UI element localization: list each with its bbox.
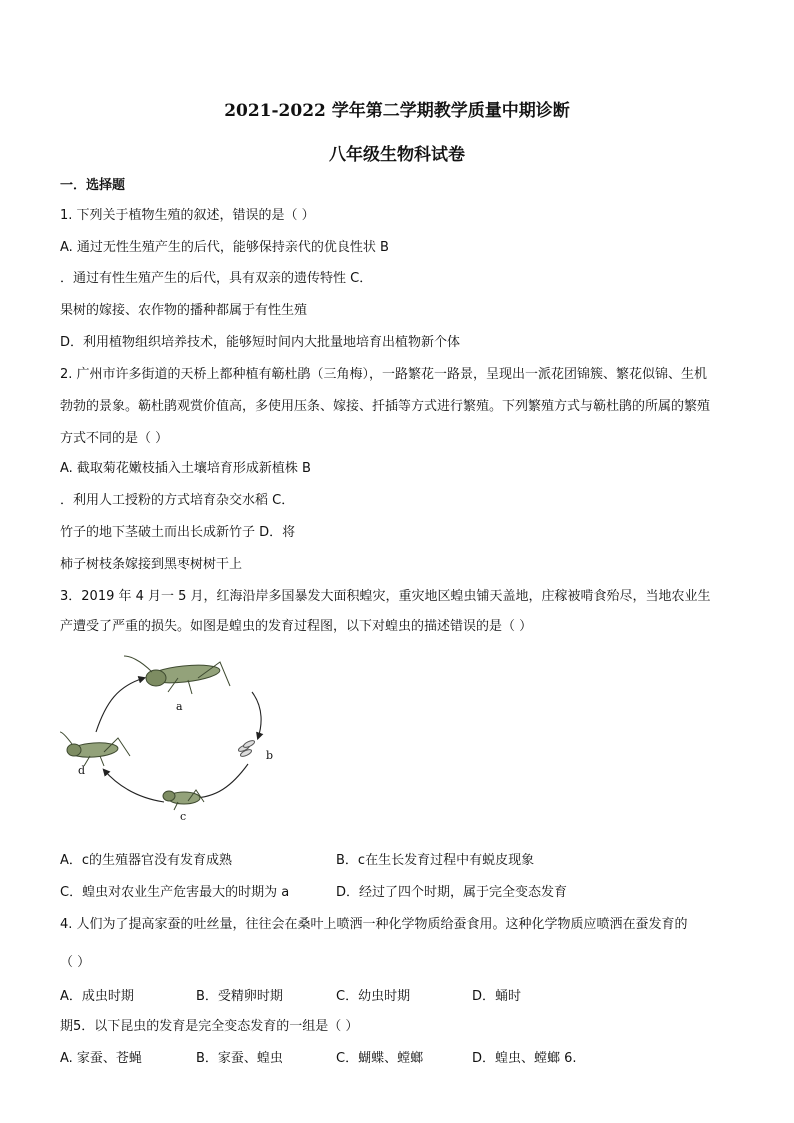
q5-stem: 期5．以下昆虫的发育是完全变态发育的一组是（ ） [60,1019,359,1034]
q5-option-b: B．家蚕、蝗虫 [196,1051,283,1066]
adult-locust-icon [124,656,230,694]
q3-option-b: B．c在生长发育过程中有蜕皮现象 [336,853,535,868]
cycle-arrow-b-to-c [192,764,248,798]
late-nymph-locust-icon [60,732,130,766]
q4-option-a: A．成虫时期 [60,989,134,1004]
q4-answer-parentheses: （ ） [60,955,91,970]
q2-option-a: A. 截取菊花嫩枝插入土壤培育形成新植株 B [60,461,311,476]
q2-stem-line2: 勃勃的景象。簕杜鹃观赏价值高，多使用压条、嫁接、扦插等方式进行繁殖。下列繁殖方式与簕杜鹃的所属的繁殖 [60,399,711,414]
q3-stem-line2: 产遭受了严重的损失。如图是蝗虫的发育过程图，以下对蝗虫的描述错误的是（ ） [60,619,533,634]
figure-label-d: d [78,764,86,777]
cycle-arrow-a-to-b [252,692,261,738]
page-title: 2021-2022 学年第二学期教学质量中期诊断 [224,101,570,121]
q2-option-d: 柿子树枝条嫁接到黑枣树树干上 [60,557,243,572]
figure-label-b: b [266,749,274,762]
figure-label-c: c [180,810,187,823]
q3-option-d: D．经过了四个时期，属于完全变态发育 [336,885,568,900]
q2-option-c: 竹子的地下茎破土而出长成新竹子 D．将 [60,525,296,540]
q4-option-b: B．受精卵时期 [196,989,283,1004]
egg-pod-icon [238,739,256,757]
q4-option-d: D．蛹时 [472,989,522,1004]
q2-stem-line1: 2. 广州市许多街道的天桥上都种植有簕杜鹃（三角梅），一路繁花一路景，呈现出一派花团锦簇、繁花似锦、生机 [60,367,708,382]
q5-option-d: D．蝗虫、螳螂 6. [472,1051,577,1066]
q5-option-a: A. 家蚕、苍蝇 [60,1051,142,1066]
figure-label-a: a [176,700,183,713]
q3-stem-line1: 3．2019 年 4 月一 5 月，红海沿岸多国暴发大面积蝗灾，重灾地区蝗虫铺天盖地，庄稼被啃食殆尽，当地农业生 [60,589,711,604]
section-heading: 一．选择题 [60,178,126,193]
q2-option-b: ．利用人工授粉的方式培育杂交水稻 C． [60,493,295,508]
q2-stem-line3: 方式不同的是（ ） [60,431,169,446]
q1-option-b: ．通过有性生殖产生的后代，具有双亲的遗传特性 C． [60,271,373,286]
q1-stem: 1. 下列关于植物生殖的叙述，错误的是（ ） [60,208,315,223]
q5-option-c: C．蝴蝶、螳螂 [336,1051,424,1066]
q4-option-c: C．幼虫时期 [336,989,411,1004]
cycle-arrow-c-to-d [104,770,164,802]
page-subtitle: 八年级生物科试卷 [329,145,465,165]
locust-life-cycle-figure [60,652,290,824]
q1-option-a: A. 通过无性生殖产生的后代，能够保持亲代的优良性状 B [60,240,389,255]
q3-option-c: C．蝗虫对农业生产危害最大的时期为 a [60,885,290,900]
q3-option-a: A．c的生殖器官没有发育成熟 [60,853,233,868]
cycle-arrow-d-to-a [96,678,144,732]
nymph-locust-icon [163,790,204,810]
q1-option-c: 果树的嫁接、农作物的播种都属于有性生殖 [60,303,308,318]
q1-option-d: D．利用植物组织培养技术，能够短时间内大批量地培育出植物新个体 [60,335,461,350]
q4-stem: 4. 人们为了提高家蚕的吐丝量，往往会在桑叶上喷洒一种化学物质给蚕食用。这种化学物质应喷洒在蚕发育的 [60,917,688,932]
